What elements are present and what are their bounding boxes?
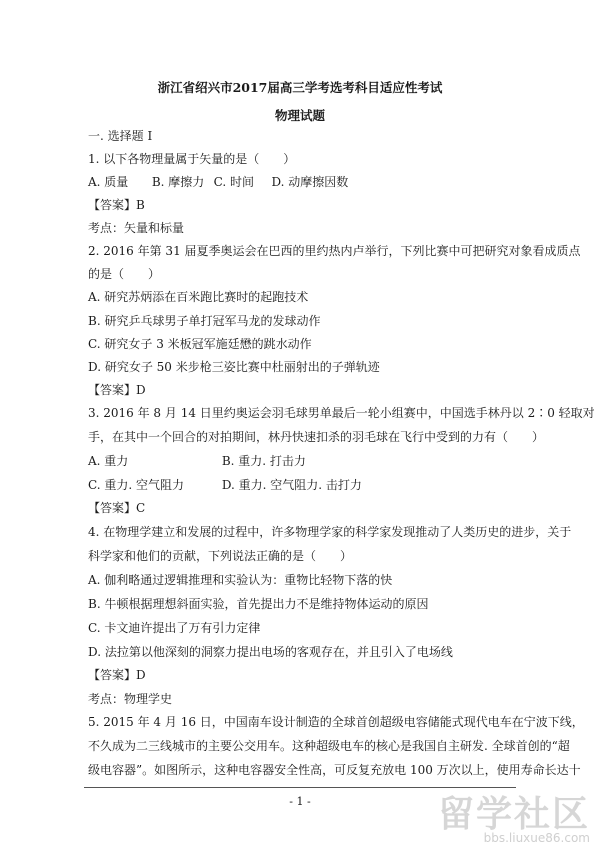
q2-option-b: B. 研究乒乓球男子单打冠军马龙的发球动作 <box>88 314 321 328</box>
q5-line3: 级电容器”。如图所示，这种电容器安全性高，可反复充放电 100 万次以上，使用寿命长达十 <box>88 763 581 777</box>
q4-option-c: C. 卡文迪许提出了万有引力定律 <box>88 621 261 635</box>
q3-options-row2 <box>88 477 520 493</box>
q3-options-row1 <box>88 453 520 469</box>
q1-option-c: C. 时间 <box>213 175 255 189</box>
watermark <box>420 796 590 844</box>
q1-options <box>88 174 520 190</box>
q2-option-d: D. 研究女子 50 米步枪三姿比赛中杜丽射出的子弹轨迹 <box>88 360 380 374</box>
q4-stem-line2: 科学家和他们的贡献，下列说法正确的是（ ） <box>88 549 353 563</box>
section-heading: 一. 选择题 I <box>88 129 153 143</box>
q3-stem-line2: 手，在其中一个回合的对拍期间，林丹快速扣杀的羽毛球在飞行中受到的力有（ ） <box>88 430 545 444</box>
q4-answer: 【答案】D <box>88 668 146 682</box>
q4-option-b: B. 牛顿根据理想斜面实验，首先提出力不是维持物体运动的原因 <box>88 597 429 611</box>
q1-option-b: B. 摩擦力 <box>151 175 205 189</box>
footer-divider <box>84 787 516 788</box>
watermark-logo: 留学社区 <box>437 794 590 835</box>
q3-option-a: A. 重力 <box>88 454 129 468</box>
q3-stem-line1: 3. 2016 年 8 月 14 日里约奥运会羽毛球男单最后一轮小组赛中，中国选手林丹以 2∶0 轻取对 <box>88 406 595 420</box>
q2-answer: 【答案】D <box>88 383 146 397</box>
exam-title: 浙江省绍兴市2017届高三学考选考科目适应性考试 <box>157 80 443 95</box>
page-number: - 1 - <box>289 795 311 808</box>
q1-option-a: A. 质量 <box>88 175 129 189</box>
q4-knowledge-point: 考点：物理学史 <box>88 692 173 706</box>
watermark-url: bbs.liuxue86.com <box>483 831 590 845</box>
q4-stem-line1: 4. 在物理学建立和发展的过程中，许多物理学家的科学家发现推动了人类历史的进步，关于 <box>88 525 572 539</box>
q3-option-c: C. 重力. 空气阻力 <box>88 478 185 492</box>
q1-stem: 1. 以下各物理量属于矢量的是（ ） <box>88 152 296 166</box>
q5-line2: 不久成为二三线城市的主要公交用车。这种超级电车的核心是我国自主研发. 全球首创的“超 <box>88 739 570 753</box>
exam-subtitle: 物理试题 <box>274 108 325 123</box>
q2-option-a: A. 研究苏炳添在百米跑比赛时的起跑技术 <box>88 290 309 304</box>
q2-stem-line1: 2. 2016 年第 31 届夏季奥运会在巴西的里约热内卢举行，下列比赛中可把研究对象看成质点 <box>88 244 581 258</box>
q3-option-b: B. 重力. 打击力 <box>221 454 306 468</box>
q1-option-d: D. 动摩擦因数 <box>271 175 349 189</box>
q2-option-c: C. 研究女子 3 米板冠军施廷懋的跳水动作 <box>88 337 312 351</box>
q1-knowledge-point: 考点：矢量和标量 <box>88 221 185 235</box>
q4-option-a: A. 伽利略通过逻辑推理和实验认为：重物比轻物下落的快 <box>88 573 393 587</box>
q3-answer: 【答案】C <box>88 501 146 515</box>
q3-option-d: D. 重力. 空气阻力. 击打力 <box>221 478 362 492</box>
q5-line1: 5. 2015 年 4 月 16 日，中国南车设计制造的全球首创超级电容储能式现代电车在宁波下线， <box>88 715 584 729</box>
q4-option-d: D. 法拉第以他深刻的洞察力提出电场的客观存在，并且引入了电场线 <box>88 645 453 659</box>
q1-answer: 【答案】B <box>88 198 145 212</box>
q2-stem-line2: 的是（ ） <box>88 267 161 281</box>
